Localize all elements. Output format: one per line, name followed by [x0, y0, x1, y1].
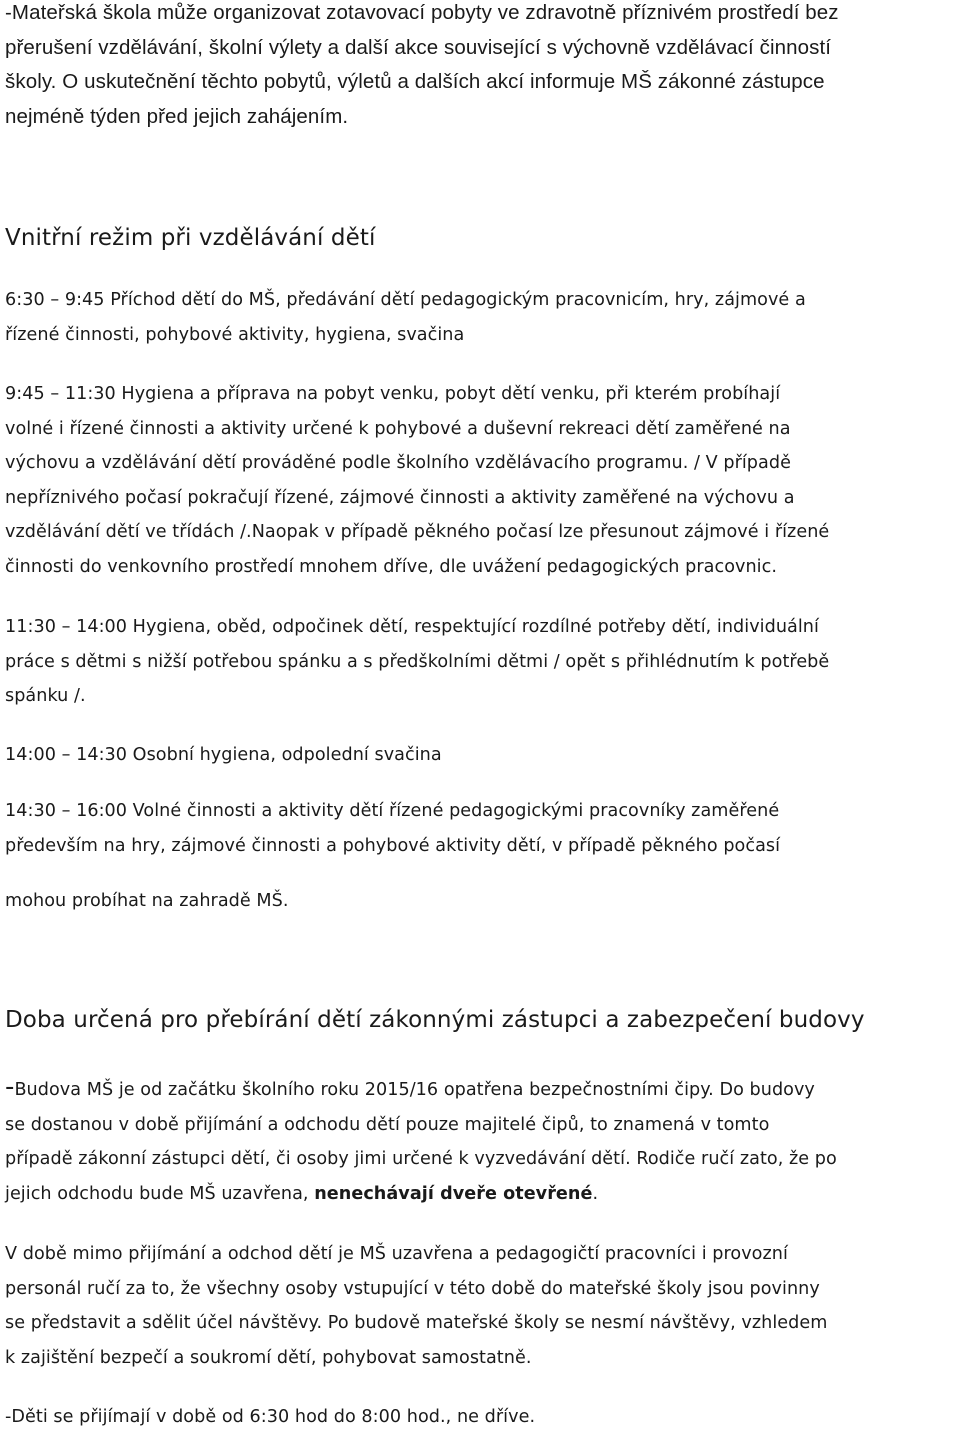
text-line: se představit a sdělit účel návštěvy. Po budově mateřské školy se nesmí návštěvy, vzhledem	[5, 1313, 828, 1334]
emphasis-text: nenechávají dveře otevřené	[314, 1183, 593, 1204]
text-line: 14:30 – 16:00 Volné činnosti a aktivity dětí řízené pedagogickými pracovníky zaměřené	[5, 801, 780, 821]
regime-heading: Vnitřní režim při vzdělávání dětí	[5, 225, 376, 251]
admission-time-note: -Děti se přijímají v době od 6:30 hod do 8:00 hod., ne dříve.	[5, 1407, 536, 1427]
dash-prefix: -	[5, 1072, 15, 1102]
security-paragraph-visitors	[5, 1237, 827, 1375]
text-line: případě zákonní zástupci dětí, či osoby jimi určené k vyzvedávání dětí. Rodiče ručí zato, že po	[5, 1149, 837, 1170]
security-heading: Doba určená pro přebírání dětí zákonnými zástupci a zabezpečení budovy	[5, 1007, 865, 1033]
text-line: 14:00 – 14:30 Osobní hygiena, odpolední svačina	[5, 745, 442, 765]
schedule-block-outdoor	[5, 377, 829, 585]
security-paragraph-chips	[5, 1070, 837, 1211]
text-line: jejich odchodu bude MŠ uzavřena,	[5, 1183, 315, 1204]
text-line: se dostanou v době přijímání a odchodu dětí pouze majitelé čipů, to znamená v tomto	[5, 1114, 770, 1135]
text-line: přerušení vzdělávání, školní výlety a další akce související s výchovně vzdělávací činností	[5, 35, 832, 59]
text-line: mohou probíhat na zahradě MŠ.	[5, 891, 289, 911]
schedule-block-lunch	[5, 610, 829, 714]
schedule-block-arrival	[5, 283, 806, 352]
text-line: -Mateřská škola může organizovat zotavovací pobyty ve zdravotně příznivém prostředí bez	[5, 1, 839, 24]
text-line: Budova MŠ je od začátku školního roku 2015/16 opatřena bezpečnostními čipy. Do budovy	[14, 1080, 815, 1100]
text-line: především na hry, zájmové činnosti a pohybové aktivity dětí, v případě pěkného počasí	[5, 835, 781, 856]
text-line: V době mimo přijímání a odchod dětí je MŠ uzavřena a pedagogičtí pracovníci i provozní	[5, 1244, 788, 1264]
text-line: činnosti do venkovního prostředí mnohem dříve, dle uvážení pedagogických pracovnic.	[5, 556, 777, 577]
text-line: práce s dětmi s nižší potřebou spánku a s předškolními dětmi / opět s přihlédnutím k potřebě	[5, 651, 830, 672]
text-punct: .	[592, 1183, 599, 1204]
text-line: nejméně týden před jejich zahájením.	[5, 104, 349, 128]
text-line: nepříznivého počasí pokračují řízené, zájmové činnosti a aktivity zaměřené na výchovu a	[5, 487, 795, 508]
text-line: personál ručí za to, že všechny osoby vstupující v této době do mateřské školy jsou povinny	[5, 1278, 820, 1299]
text-line: řízené činnosti, pohybové aktivity, hygiena, svačina	[5, 324, 465, 345]
text-line: volné i řízené činnosti a aktivity určené k pohybové a duševní rekreaci dětí zaměřené na	[5, 418, 791, 439]
intro-paragraph	[5, 0, 839, 134]
text-line: 9:45 – 11:30 Hygiena a příprava na pobyt venku, pobyt dětí venku, při kterém probíhají	[5, 384, 781, 404]
schedule-block-garden	[5, 884, 289, 919]
text-line: 6:30 – 9:45 Příchod dětí do MŠ, předávání dětí pedagogickým pracovnicím, hry, zájmové a	[5, 290, 806, 310]
text-line: 11:30 – 14:00 Hygiena, oběd, odpočinek dětí, respektující rozdílné potřeby dětí, individuální	[5, 617, 819, 637]
schedule-block-snack	[5, 738, 442, 773]
text-line: k zajištění bezpečí a soukromí dětí, pohybovat samostatně.	[5, 1347, 532, 1368]
text-line: výchovu a vzdělávání dětí prováděné podle školního vzdělávacího programu. / V případě	[5, 453, 791, 474]
text-line: školy. O uskutečnění těchto pobytů, výletů a dalších akcí informuje MŠ zákonné zástupce	[5, 70, 825, 93]
text-line: spánku /.	[5, 686, 86, 707]
text-line: vzdělávání dětí ve třídách /.Naopak v případě pěkného počasí lze přesunout zájmové i řízené	[5, 522, 830, 543]
schedule-block-afternoon	[5, 794, 780, 863]
